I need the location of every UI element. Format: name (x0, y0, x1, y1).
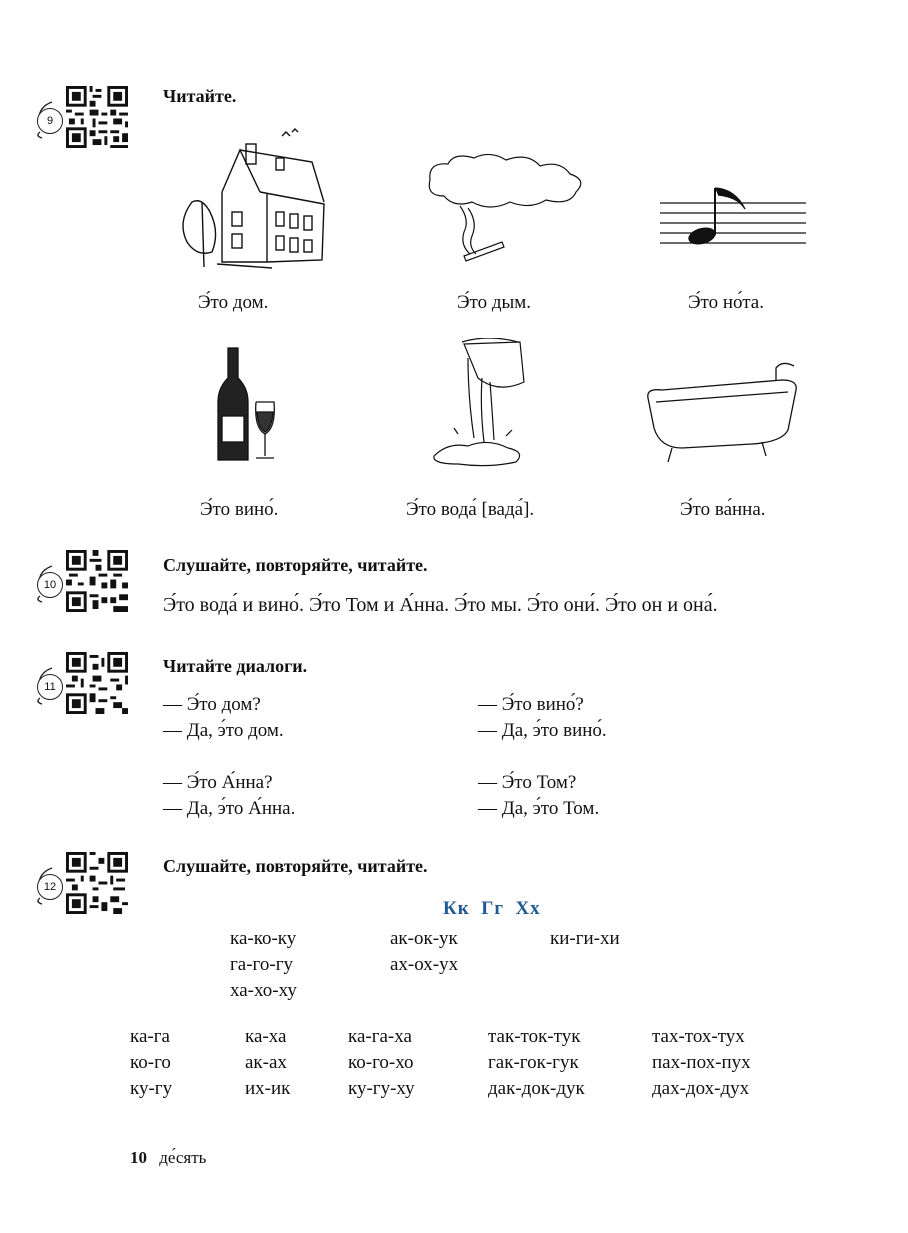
reading-line: Э́то вода́ и вино́. Э́то Том и А́нна. Э́то мы. Э́то они́. Э́то он и она́. (163, 594, 718, 616)
audio-badge-11[interactable] (36, 652, 106, 718)
grid-cell: ку-гу-ху (348, 1078, 415, 1099)
grid-cell: ка-ха (245, 1026, 287, 1047)
water-pouring-illustration (428, 338, 528, 468)
dialog-2-answer: — Да, э́то вино́. (478, 720, 607, 741)
qr-code-icon[interactable] (66, 652, 128, 714)
caption-house: Э́то дом. (198, 292, 269, 313)
grid-cell: ко-го (130, 1052, 171, 1073)
syllable-row-2-col-2: ах-ох-ух (390, 954, 459, 975)
caption-water: Э́то вода́ [вада́]. (406, 499, 535, 520)
audio-badge-9[interactable] (36, 86, 106, 152)
exercise-number: 10 (37, 572, 63, 598)
exercise-title: Читайте диалоги. (163, 656, 308, 676)
grid-cell: ак-ах (245, 1052, 287, 1073)
exercise-number: 12 (37, 874, 63, 900)
caption-smoke: Э́то дым. (457, 292, 532, 313)
grid-cell: их-ик (245, 1078, 291, 1099)
dialog-1-answer: — Да, э́то дом. (163, 720, 284, 741)
qr-code-icon[interactable] (66, 86, 128, 148)
dialog-4-question: — Э́то Том? (478, 772, 577, 793)
exercise-title: Слушайте, повторяйте, читайте. (163, 555, 428, 575)
bathtub-illustration (642, 358, 802, 464)
grid-cell: ка-га (130, 1026, 170, 1047)
audio-badge-12[interactable] (36, 852, 106, 918)
dialog-3-question: — Э́то А́нна? (163, 772, 273, 793)
exercise-title: Слушайте, повторяйте, читайте. (163, 856, 428, 876)
grid-cell: ко-го-хо (348, 1052, 414, 1073)
caption-bath: Э́то ва́нна. (680, 499, 766, 520)
audio-badge-10[interactable] (36, 550, 106, 616)
qr-code-icon[interactable] (66, 852, 128, 914)
caption-wine: Э́то вино́. (200, 499, 279, 520)
letters-heading: Кк Гг Хх (443, 898, 541, 919)
dialog-2-question: — Э́то вино́? (478, 694, 584, 715)
caption-note: Э́то но́та. (688, 292, 764, 313)
smoke-illustration (420, 150, 590, 265)
grid-cell: гак-гок-гук (488, 1052, 579, 1073)
exercise-number: 9 (37, 108, 63, 134)
grid-cell: тах-тох-тух (652, 1026, 745, 1047)
syllable-row-1-col-2: ак-ок-ук (390, 928, 458, 949)
grid-cell: ка-га-ха (348, 1026, 412, 1047)
dialog-3-answer: — Да, э́то А́нна. (163, 798, 296, 819)
page-number: 10 (130, 1148, 147, 1167)
syllable-row-1-col-1: ка-ко-ку (230, 928, 297, 949)
grid-cell: пах-пох-пух (652, 1052, 751, 1073)
exercise-number: 11 (37, 674, 63, 700)
wine-bottle-illustration (212, 338, 278, 466)
syllable-row-3-col-1: ха-хо-ху (230, 980, 297, 1001)
grid-cell: дах-дох-дух (652, 1078, 750, 1099)
grid-cell: дак-док-дук (488, 1078, 585, 1099)
syllable-row-1-col-3: ки-ги-хи (550, 928, 620, 949)
house-illustration (172, 122, 332, 272)
grid-cell: так-ток-тук (488, 1026, 581, 1047)
dialog-1-question: — Э́то дом? (163, 694, 261, 715)
qr-code-icon[interactable] (66, 550, 128, 612)
page-footer (130, 1148, 206, 1168)
grid-cell: ку-гу (130, 1078, 173, 1099)
exercise-title: Читайте. (163, 86, 237, 106)
music-note-illustration (660, 185, 808, 247)
page-word: де́сять (159, 1148, 207, 1167)
dialog-4-answer: — Да, э́то Том. (478, 798, 600, 819)
syllable-row-2-col-1: га-го-гу (230, 954, 293, 975)
